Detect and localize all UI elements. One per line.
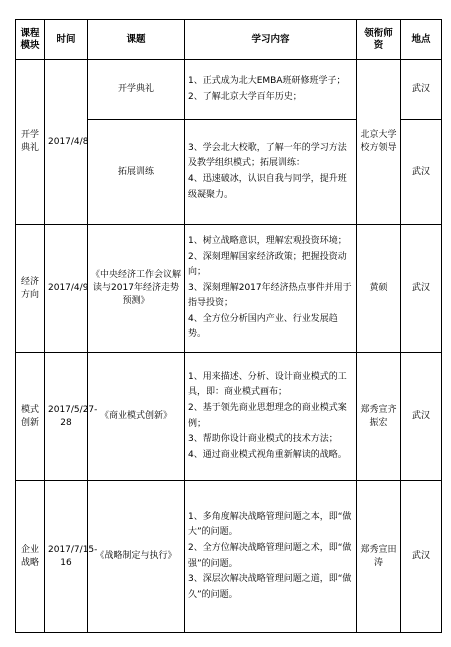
topic-cell: 《战略制定与执行》 — [88, 481, 185, 633]
content-line: 1、正式成为北大EMBA班研修班学子； — [188, 75, 346, 86]
teacher-cell: 黄硕 — [357, 225, 401, 353]
content-line: 4、通过商业模式视角重新解读的战略。 — [188, 449, 347, 460]
content-line: 4、全方位分析国内产业、行业发展趋势。 — [188, 313, 338, 340]
topic-cell: 开学典礼 — [88, 60, 185, 120]
header-topic: 课题 — [88, 20, 185, 60]
content-line: 1、多角度解决战略管理问题之本，即“做大”的问题。 — [188, 511, 352, 538]
content-line: 2、全方位解决战略管理问题之术，即“做强”的问题。 — [188, 542, 352, 569]
header-place: 地点 — [401, 20, 442, 60]
teacher-cell: 郑秀宣田涛 — [357, 481, 401, 633]
content-cell — [185, 60, 357, 120]
content-line: 1、用来描述、分析、设计商业模式的工具，即：商业模式画布； — [188, 371, 347, 398]
content-line: 2、基于领先商业思想理念的商业模式案例； — [188, 402, 347, 429]
content-cell — [185, 481, 357, 633]
content-line: 3、学会北大校歌，了解一年的学习方法及教学组织模式；拓展训练： — [188, 142, 347, 169]
date-cell: 2017/4/8 — [45, 60, 88, 225]
content-line: 3、深刻理解2017年经济热点事件并用于指导投资； — [188, 282, 352, 309]
teacher-cell: 北京大学校方领导 — [357, 60, 401, 225]
content-line: 3、帮助你设计商业模式的技术方法； — [188, 434, 338, 445]
table-row — [16, 481, 442, 633]
table-row — [16, 60, 442, 120]
topic-cell: 《商业模式创新》 — [88, 353, 185, 481]
module-cell: 经济方向 — [16, 225, 45, 353]
topic-cell: 拓展训练 — [88, 120, 185, 225]
content-cell — [185, 353, 357, 481]
place-cell: 武汉 — [401, 353, 442, 481]
module-cell: 开学典礼 — [16, 60, 45, 225]
table-row — [16, 353, 442, 481]
content-line: 2、了解北京大学百年历史； — [188, 91, 302, 102]
module-cell: 企业战略 — [16, 481, 45, 633]
header-time: 时间 — [45, 20, 88, 60]
content-line: 3、深层次解决战略管理问题之道，即“做久”的问题。 — [188, 574, 352, 600]
module-cell: 模式创新 — [16, 353, 45, 481]
header-module: 课程模块 — [16, 20, 45, 60]
teacher-cell: 郑秀宣齐振宏 — [357, 353, 401, 481]
content-line: 2、深刻理解国家经济政策；把握投资动向； — [188, 251, 347, 278]
place-cell: 武汉 — [401, 120, 442, 225]
header-content: 学习内容 — [185, 20, 357, 60]
topic-cell: 《中央经济工作会议解读与2017年经济走势预测》 — [88, 225, 185, 353]
course-schedule-table — [15, 19, 442, 633]
place-cell: 武汉 — [401, 225, 442, 353]
date-cell: 2017/5/27-28 — [45, 353, 88, 481]
date-cell: 2017/7/15-16 — [45, 481, 88, 633]
table-row — [16, 225, 442, 353]
place-cell: 武汉 — [401, 60, 442, 120]
place-cell: 武汉 — [401, 481, 442, 633]
header-teacher: 领衔师资 — [357, 20, 401, 60]
date-cell: 2017/4/9 — [45, 225, 88, 353]
content-cell — [185, 120, 357, 225]
content-line: 1、树立战略意识，理解宏观投资环境； — [188, 235, 347, 246]
header-row — [16, 20, 442, 60]
content-line: 4、迅速破冰，认识自我与同学，提升班级凝聚力。 — [188, 174, 347, 200]
content-cell — [185, 225, 357, 353]
